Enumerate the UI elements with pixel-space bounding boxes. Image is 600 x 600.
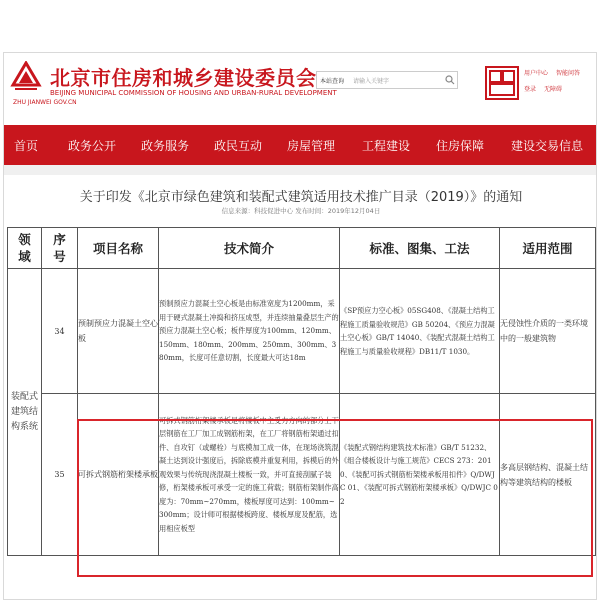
page-frame (3, 52, 597, 600)
nav-gov-services[interactable]: 政务服务 (141, 139, 190, 153)
name-cell: 可拆式钢筋桁架楼承板 (78, 394, 159, 556)
search-icon[interactable] (445, 75, 455, 85)
site-title-en: BEIJING MUNICIPAL COMMISSION OF HOUSING AND URBAN-RURAL DEVELOPMENT (50, 89, 337, 97)
nav-shadow-band (4, 165, 597, 175)
accessibility-link[interactable]: 无障碍 (544, 86, 563, 93)
scope-cell: 无侵蚀性介质的一类环境中的一般建筑物 (500, 269, 596, 394)
site-title[interactable]: 北京市住房和城乡建设委员会 (50, 66, 317, 90)
search-box[interactable] (316, 71, 458, 89)
intro-cell: 可拆式钢筋桁架楼承板是将楼板中主受力方向的部分上下层钢筋在工厂加工成钢筋桁架，在工厂将钢筋桁架通过扣件、自攻钉（或螺栓）与底模加工成一体，在现场浇筑混凝土达到设计强度后，拆除底模并重复利用，拆模后的外观效果与传统现浇混凝土楼板一致，并可直接刮腻子装修，桁架楼承板可承受一定的施工荷载；钢筋桁架制作高度为：70mm~270mm，楼板厚度可达到：100mm~300mm；设计师可根据楼板跨度、楼板厚度及配筋，选用相应板型 (159, 394, 340, 556)
logo-caption: ZHU JIANWEI GOV.CN (13, 99, 77, 106)
site-header (4, 53, 597, 125)
nav-home[interactable]: 首页 (14, 139, 39, 153)
nav-gov-affairs[interactable]: 政务公开 (68, 139, 117, 153)
intro-cell: 预制预应力混凝土空心板是由标准宽度为1200mm，采用于硬式混凝土冲捣和挤压成型，并连续抽量叠层生产的预应力混凝土空心板；板件厚度为100mm、120mm、150mm、180mm、200mm、250mm、300mm、380mm，长度可任意切割，长度最大可达18m (159, 269, 340, 394)
search-scope-select[interactable]: 本站查询 (320, 78, 345, 85)
login-link[interactable]: 登录 (524, 86, 537, 93)
col-header-scope: 适用范围 (500, 228, 596, 269)
article-meta: 信息来源：科技促进中心 发布时间：2019年12月04日 (221, 207, 381, 215)
nav-trading-info[interactable]: 建设交易信息 (511, 139, 584, 153)
table-row (8, 394, 596, 556)
standard-cell: 《装配式钢结构建筑技术标准》GB/T 51232、《组合楼板设计与施工规范》CECS 273：2010、《装配可拆式钢筋桁架楼承板用扣件》Q/DWJC 01、《装配可拆式钢筋桁架楼承板》Q/DWJC 02 (340, 394, 500, 556)
nav-housing[interactable]: 房屋管理 (287, 139, 336, 153)
seq-cell: 35 (42, 394, 78, 556)
col-header-name: 项目名称 (78, 228, 159, 269)
nav-housing-security[interactable]: 住房保障 (436, 139, 485, 153)
tech-catalog-table (7, 227, 596, 556)
col-header-standard: 标准、图集、工法 (340, 228, 500, 269)
user-center-link[interactable]: 用户中心 (524, 70, 549, 77)
seq-cell: 34 (42, 269, 78, 394)
table-row (8, 269, 596, 394)
main-nav (4, 125, 597, 165)
nav-engineering[interactable]: 工程建设 (362, 139, 411, 153)
search-input[interactable]: 请输入关键字 (353, 78, 390, 85)
domain-cell: 装配式建筑结构系统 (8, 269, 42, 556)
emblem-logo-icon[interactable] (9, 61, 43, 95)
name-cell: 预制预应力混凝土空心板 (78, 269, 159, 394)
article-title: 关于印发《北京市绿色建筑和装配式建筑适用技术推广目录（2019）》的通知 (79, 190, 523, 205)
table-header-row (8, 228, 596, 269)
nav-interaction[interactable]: 政民互动 (214, 139, 263, 153)
col-header-seq: 序号 (42, 228, 78, 269)
scope-cell: 多高层钢结构、混凝土结构等建筑结构的楼板 (500, 394, 596, 556)
standard-cell: 《SP预应力空心板》05SG408、《混凝土结构工程施工质量验收规范》GB 50204、《预应力混凝土空心板》GB/T 14040、《装配式混凝土结构工程施工与质量验收规程》DB11/T 1030。 (340, 269, 500, 394)
smart-qa-link[interactable]: 智能问答 (556, 70, 581, 77)
col-header-domain: 领域 (8, 228, 42, 269)
capital-window-badge-icon[interactable] (485, 66, 519, 100)
col-header-intro: 技术简介 (159, 228, 340, 269)
